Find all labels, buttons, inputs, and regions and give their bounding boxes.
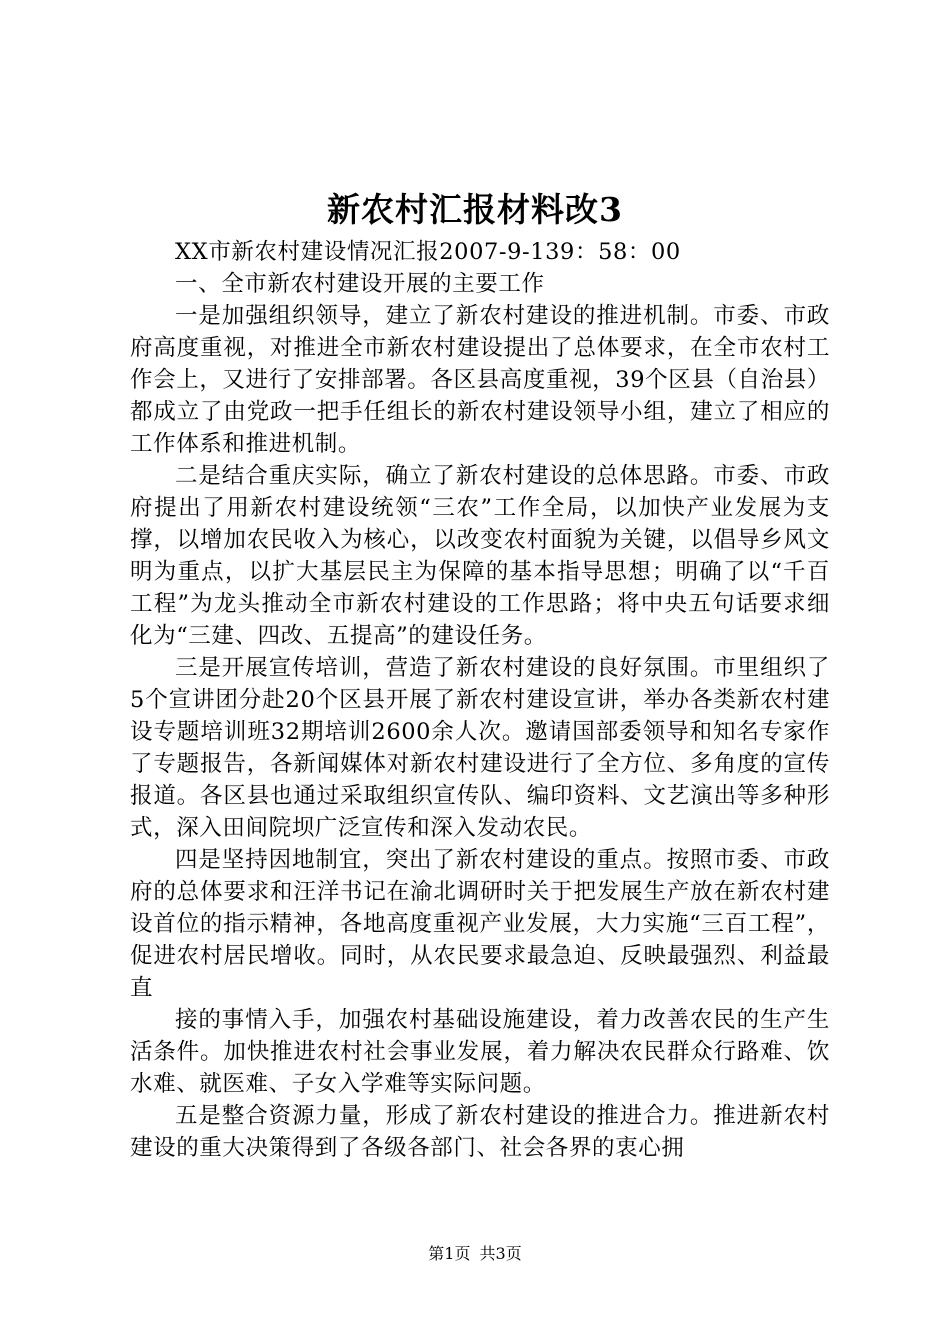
paragraph-header-line: XX市新农村建设情况汇报2007-9-139：58：00: [175, 239, 681, 265]
document-title: 新农村汇报材料改3: [327, 190, 623, 229]
paragraph-item-5: 五是整合资源力量，形成了新农村建设的推进合力。推进新农村建设的重大决策得到了各级各部门、社会各界的衷心拥: [130, 1103, 830, 1161]
page-number: 第1页: [428, 1244, 471, 1263]
paragraph-item-3: 三是开展宣传培训，营造了新农村建设的良好氛围。市里组织了5个宣讲团分赴20个区县开展了新农村建设宣讲，举办各类新农村建设专题培训班32期培训2600余人次。邀请国部委领导和知名专家作了专题报告，各新闻媒体对新农村建设进行了全方位、多角度的宣传报道。各区县也通过采取组织宣传队、编印资料、文艺演出等多种形式，深入田间院坝广泛宣传和深入发动农民。: [130, 655, 830, 841]
paragraph-item-1: 一是加强组织领导，建立了新农村建设的推进机制。市委、市政府高度重视，对推进全市新农村建设提出了总体要求，在全市农村工作会上，又进行了安排部署。各区县高度重视，39个区县（自治县）都成立了由党政一把手任组长的新农村建设领导小组，建立了相应的工作体系和推进机制。: [130, 303, 830, 457]
paragraph-item-4: 四是坚持因地制宜，突出了新农村建设的重点。按照市委、市政府的总体要求和汪洋书记在渝北调研时关于把发展生产放在新农村建设首位的指示精神，各地高度重视产业发展，大力实施“三百工程”，促进农村居民增收。同时，从农民要求最急迫、反映最强烈、利益最直: [130, 847, 830, 1001]
paragraph-item-4-continued: 接的事情入手，加强农村基础设施建设，着力改善农民的生产生活条件。加快推进农村社会事业发展，着力解决农民群众行路难、饮水难、就医难、子女入学难等实际问题。: [130, 1007, 830, 1097]
page-total: 共3页: [479, 1244, 522, 1263]
paragraph-section-heading: 一、全市新农村建设开展的主要工作: [175, 271, 545, 297]
document-body: [130, 236, 830, 1164]
paragraph-item-2: 二是结合重庆实际，确立了新农村建设的总体思路。市委、市政府提出了用新农村建设统领“三农”工作全局，以加快产业发展为支撑，以增加农民收入为核心，以改变农村面貌为关键，以倡导乡风文明为重点，以扩大基层民主为保障的基本指导思想；明确了以“千百工程”为龙头推动全市新农村建设的工作思路；将中央五句话要求细化为“三建、四改、五提高”的建设任务。: [130, 463, 830, 649]
page-footer: [0, 1242, 950, 1266]
